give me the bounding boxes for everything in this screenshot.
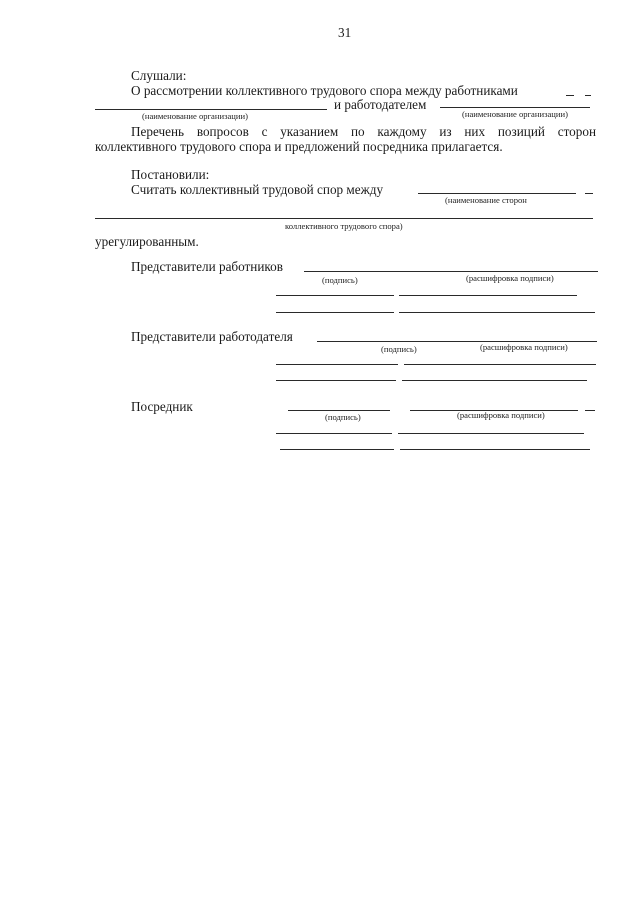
sig-line: [398, 433, 584, 434]
sig-line: [585, 410, 595, 411]
sig-line: [276, 380, 396, 381]
caption-signature: (подпись): [381, 344, 417, 354]
sig-line: [404, 364, 596, 365]
sig-line: [399, 312, 595, 313]
sig-line: [304, 271, 598, 272]
caption-decoding: (расшифровка подписи): [480, 342, 568, 352]
sig-line: [288, 410, 390, 411]
caption-org-left: (наименование организации): [142, 111, 248, 121]
sig-line: [276, 433, 392, 434]
sig-line: [276, 295, 394, 296]
sig-label-employees: Представители работников: [131, 259, 283, 274]
blank-line-org-employees: [95, 109, 327, 110]
blank-line: [585, 95, 591, 96]
decided-settled: урегулированным.: [95, 234, 199, 249]
sig-line: [276, 364, 398, 365]
heard-employer-label: и работодателем: [334, 97, 427, 112]
blank-line-org-employer: [440, 107, 590, 108]
blank-line: [566, 95, 574, 96]
sig-label-employer: Представители работодателя: [131, 329, 293, 344]
blank-line: [585, 193, 593, 194]
sig-line: [276, 312, 394, 313]
decided-line1: Считать коллективный трудовой спор между: [131, 182, 384, 197]
caption-dispute: коллективного трудового спора): [285, 221, 403, 231]
blank-line-parties: [418, 193, 576, 194]
caption-decoding: (расшифровка подписи): [466, 273, 554, 283]
sig-line: [280, 449, 394, 450]
sig-label-mediator: Посредник: [131, 399, 193, 414]
sig-line: [402, 380, 587, 381]
caption-decoding: (расшифровка подписи): [457, 410, 545, 420]
heard-title: Слушали:: [131, 68, 187, 83]
decided-title: Постановили:: [131, 167, 210, 182]
caption-parties: (наименование сторон: [445, 195, 527, 205]
caption-signature: (подпись): [322, 275, 358, 285]
heard-line1: О рассмотрении коллективного трудового спора между работниками: [131, 83, 518, 98]
sig-line: [400, 449, 590, 450]
sig-line: [399, 295, 577, 296]
list-paragraph-line1: Перечень вопросов с указанием по каждому из них позиций сторон: [131, 124, 596, 139]
page-number: 31: [338, 25, 352, 40]
caption-org-right: (наименование организации): [462, 109, 568, 119]
list-paragraph-line2: коллективного трудового спора и предложений посредника прилагается.: [95, 139, 503, 154]
blank-line-parties-cont: [95, 218, 593, 219]
caption-signature: (подпись): [325, 412, 361, 422]
